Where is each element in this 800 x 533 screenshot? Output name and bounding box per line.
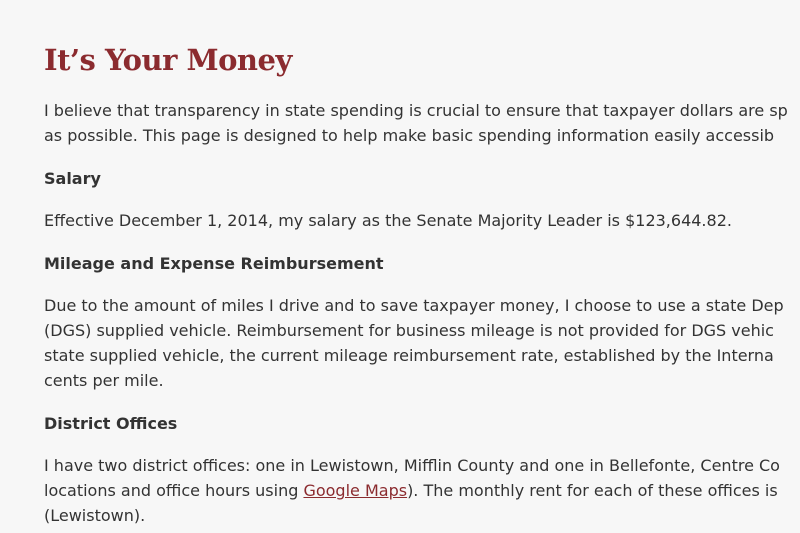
- district-line-2-after: ). The monthly rent for each of these offices is: [407, 481, 778, 500]
- mileage-line-1: Due to the amount of miles I drive and to save taxpayer money, I choose to use a state Dep: [44, 296, 784, 315]
- mileage-line-4: cents per mile.: [44, 371, 164, 390]
- mileage-line-3: state supplied vehicle, the current mileage reimbursement rate, established by the Interna: [44, 346, 774, 365]
- mileage-paragraph: [44, 293, 800, 393]
- page-title: It’s Your Money: [44, 43, 292, 77]
- salary-heading: Salary: [44, 169, 101, 188]
- salary-text: Effective December 1, 2014, my salary as the Senate Majority Leader is $123,644.82.: [44, 211, 732, 230]
- google-maps-link[interactable]: Google Maps: [303, 481, 408, 500]
- salary-paragraph: [44, 208, 800, 233]
- main-content: [44, 40, 800, 533]
- mileage-line-2: (DGS) supplied vehicle. Reimbursement for business mileage is not provided for DGS vehic: [44, 321, 774, 340]
- district-line-1: I have two district offices: one in Lewistown, Mifflin County and one in Bellefonte, Centre Co: [44, 456, 780, 475]
- district-line-2: [44, 478, 800, 503]
- district-paragraph: [44, 453, 800, 528]
- intro-paragraph: [44, 98, 800, 148]
- district-line-3: (Lewistown).: [44, 506, 146, 525]
- intro-line-2: as possible. This page is designed to help make basic spending information easily accessib: [44, 126, 775, 145]
- district-line-2-before: locations and office hours using: [44, 481, 304, 500]
- intro-line-1: I believe that transparency in state spending is crucial to ensure that taxpayer dollars are sp: [44, 101, 788, 120]
- mileage-heading: Mileage and Expense Reimbursement: [44, 254, 384, 273]
- district-offices-heading: District Offices: [44, 414, 178, 433]
